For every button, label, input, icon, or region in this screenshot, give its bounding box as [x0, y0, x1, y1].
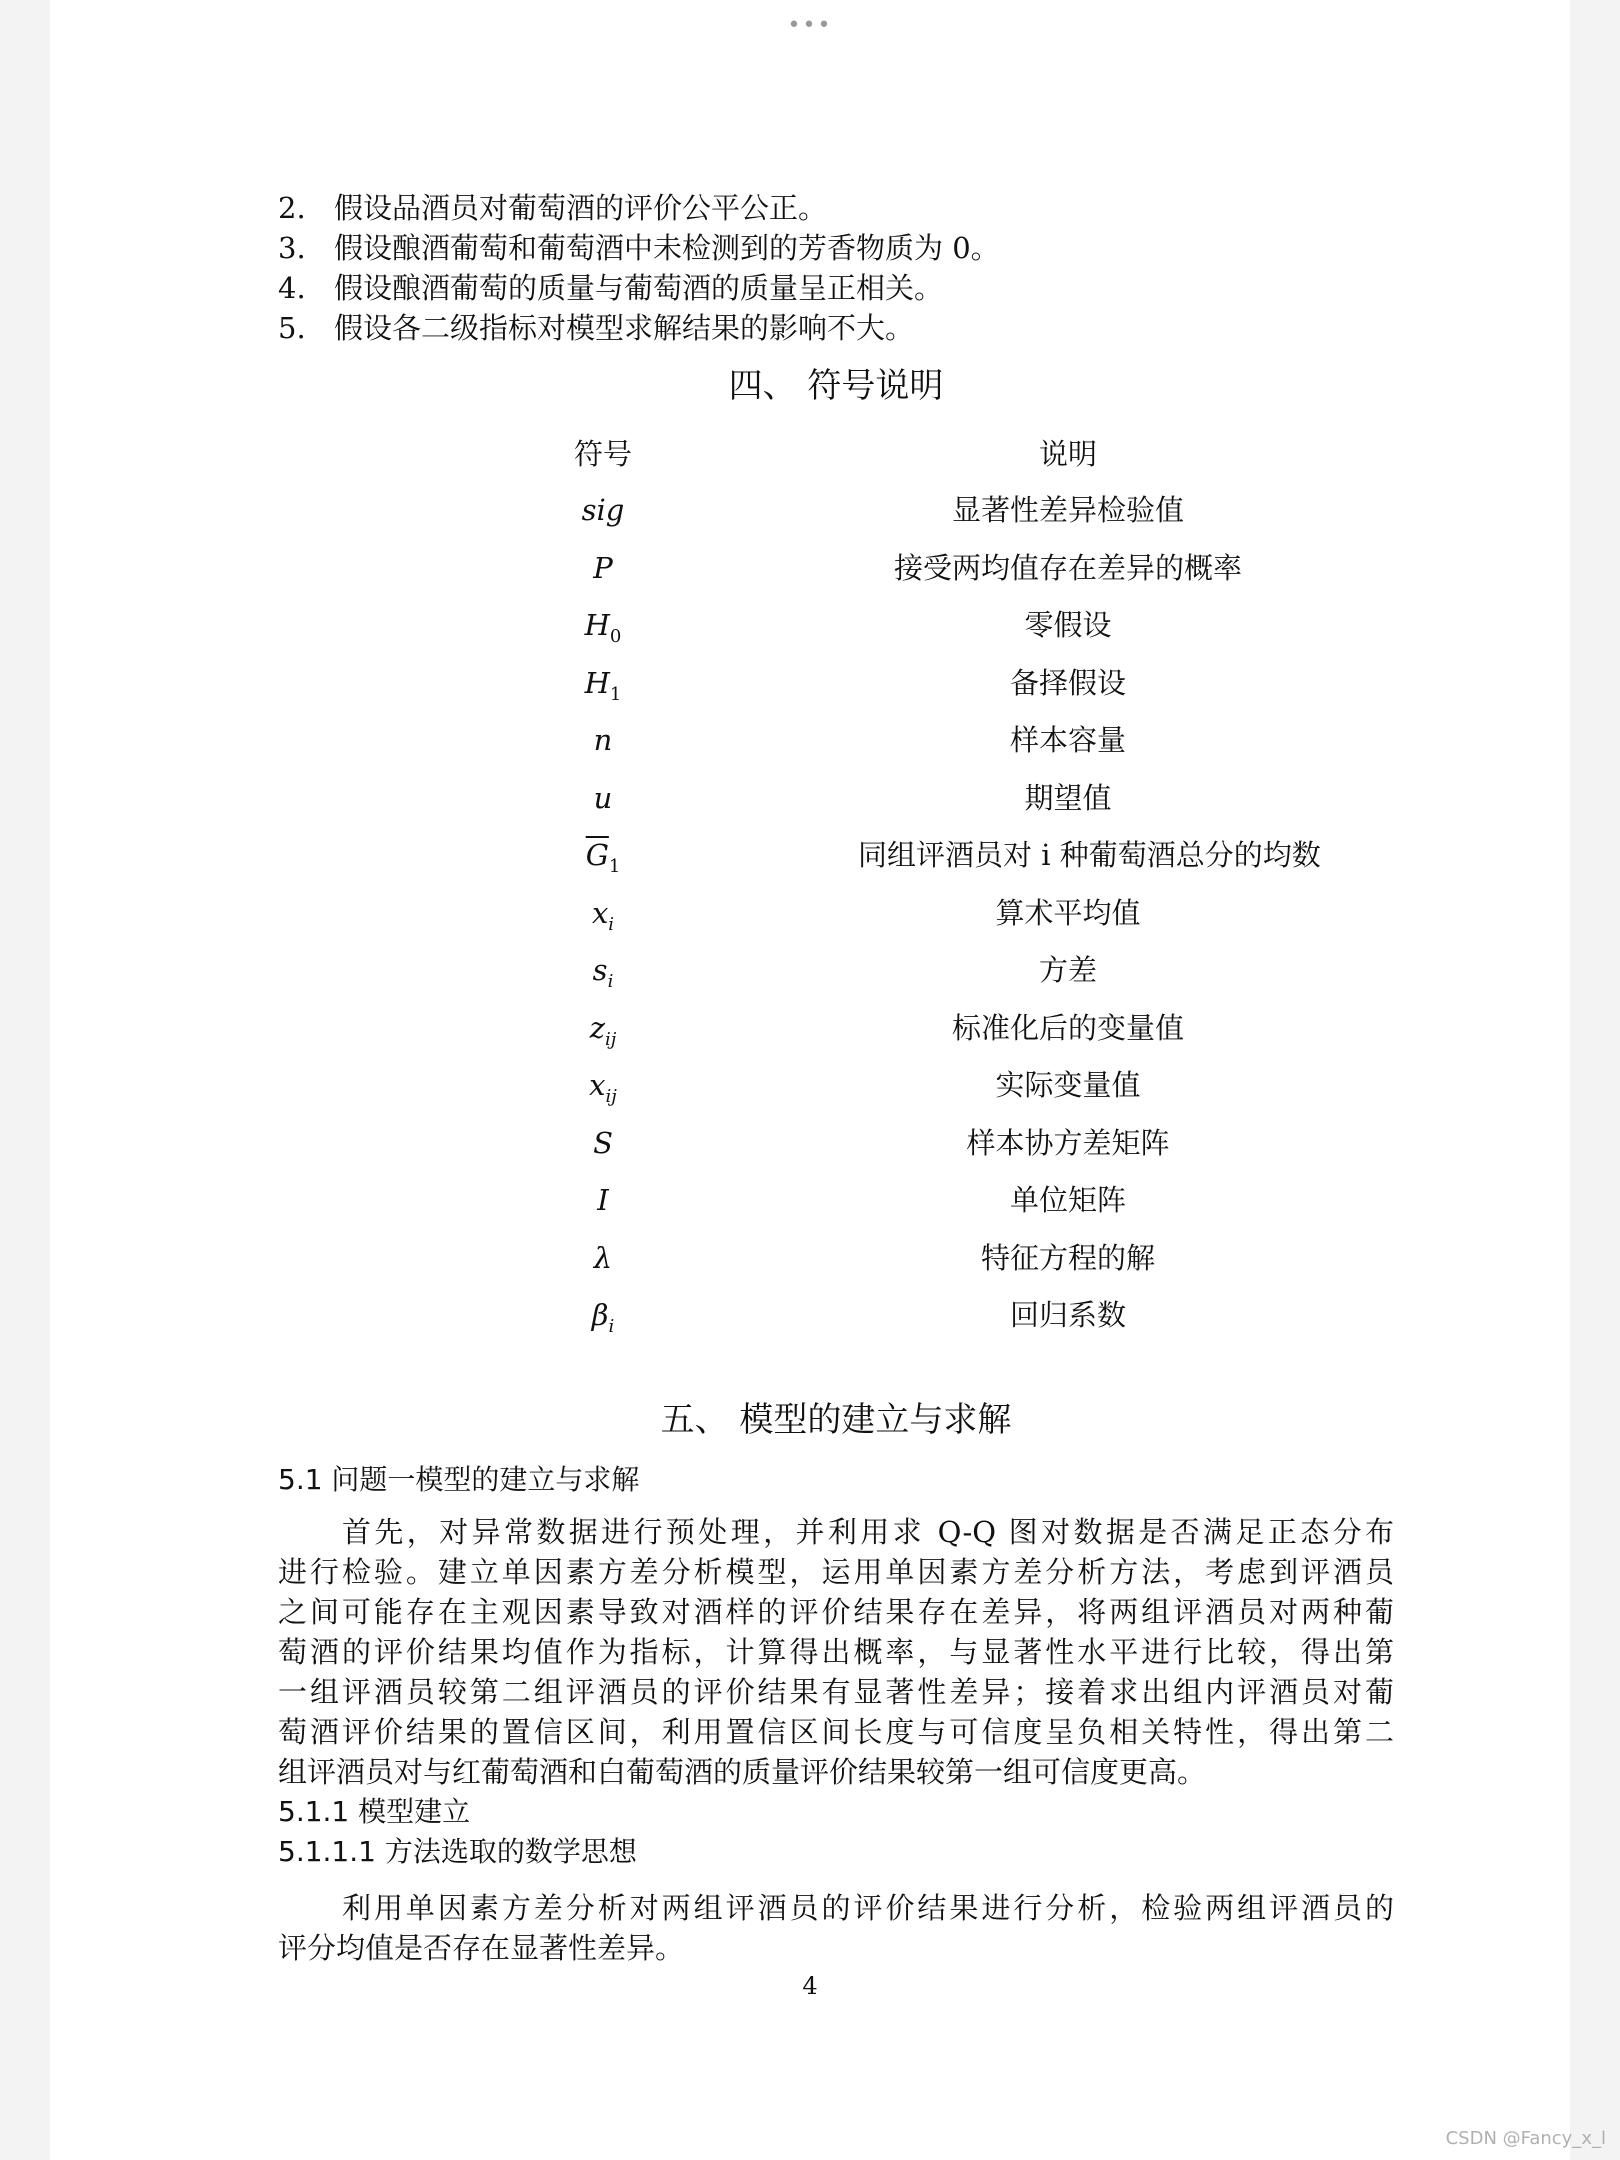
assumption-number: 3.	[278, 231, 306, 265]
description-cell: 算术平均值	[995, 895, 1141, 930]
description-cell: 样本容量	[1009, 723, 1126, 757]
symbol-base: x	[591, 895, 609, 930]
symbol-cell	[528, 490, 678, 530]
paragraph-line: 利用单因素方差分析对两组评酒员的评价结果进行分析，检验两组评酒员的	[342, 1891, 1394, 1925]
symbol-base: s	[592, 953, 608, 987]
symbol-cell	[528, 893, 678, 945]
symbol-subscript: ij	[604, 1028, 617, 1050]
paragraph-line: 一组评酒员较第二组评酒员的评价结果有显著性差异；接着求出组内评酒员对葡	[278, 1675, 1394, 1709]
assumption-text: 假设酿酒葡萄的质量与葡萄酒的质量呈正相关。	[334, 271, 944, 305]
page-number: 4	[802, 1972, 818, 2000]
symbol-row	[278, 605, 1394, 645]
description-cell: 期望值	[1024, 780, 1112, 815]
symbol-base: $\overline{G}$	[585, 838, 609, 872]
symbol-cell	[528, 605, 678, 657]
symbol-cell	[528, 1180, 678, 1220]
paragraph-line: 首先，对异常数据进行预处理，并利用求 Q-Q 图对数据是否满足正态分布	[342, 1515, 1394, 1549]
paragraph-line: 进行检验。建立单因素方差分析模型，运用单因素方差分析方法，考虑到评酒员	[278, 1555, 1394, 1589]
description-cell: 单位矩阵	[1009, 1183, 1126, 1217]
assumption-text: 假设各二级指标对模型求解结果的影响不大。	[334, 311, 915, 345]
symbol-base: H	[584, 608, 610, 642]
symbol-cell	[528, 1295, 678, 1347]
symbol-row	[278, 490, 1394, 530]
assumption-number: 4.	[278, 271, 306, 305]
symbol-base: β	[591, 1298, 609, 1332]
symbol-subscript: 1	[608, 855, 621, 877]
paragraph-line: 之间可能存在主观因素导致对酒样的评价结果存在差异，将两组评酒员对两种葡	[278, 1595, 1394, 1629]
paragraph-line: 萄酒评价结果的置信区间，利用置信区间长度与可信度呈负相关特性，得出第二	[278, 1715, 1394, 1749]
symbol-row	[278, 950, 1394, 990]
assumption-text: 假设品酒员对葡萄酒的评价公平公正。	[334, 191, 828, 225]
description-cell: 方差	[1038, 953, 1097, 987]
symbol-row	[278, 778, 1394, 818]
subsection-title: 5.1 问题一模型的建立与求解	[278, 1463, 640, 1496]
symbol-table-header	[278, 434, 1394, 474]
symbol-cell	[528, 663, 678, 715]
symbol-base: z	[589, 1010, 605, 1045]
paragraph-line: 萄酒的评价结果均值作为指标，计算得出概率，与显著性水平进行比较，得出第	[278, 1635, 1394, 1669]
symbol-base: I	[597, 1183, 609, 1217]
symbol-cell	[528, 778, 678, 818]
symbol-row	[278, 548, 1394, 588]
assumption-number: 5.	[278, 311, 306, 345]
section-title-symbols: 四、 符号说明	[728, 366, 944, 406]
assumption-item	[278, 308, 914, 348]
symbol-base: λ	[593, 1240, 613, 1275]
assumption-number: 2.	[278, 191, 306, 225]
symbol-row	[278, 1180, 1394, 1220]
symbol-base: u	[593, 780, 613, 815]
description-cell: 备择假设	[1009, 665, 1126, 700]
symbol-row	[278, 720, 1394, 760]
symbol-row	[278, 1123, 1394, 1163]
description-cell: 同组评酒员对 i 种葡萄酒总分的均数	[858, 838, 1321, 872]
symbol-row	[278, 1065, 1394, 1105]
symbol-row	[278, 835, 1394, 875]
description-cell: 零假设	[1024, 608, 1112, 642]
symbol-subscript: 1	[609, 683, 622, 705]
symbol-row	[278, 1295, 1394, 1335]
assumption-item	[278, 268, 943, 308]
symbol-base: H	[584, 665, 610, 700]
description-cell: 实际变量值	[995, 1068, 1141, 1102]
subsection-title: 5.1.1 模型建立	[278, 1795, 471, 1828]
symbol-cell	[528, 1065, 678, 1117]
symbol-base: P	[593, 550, 613, 585]
symbol-base: x	[589, 1068, 606, 1102]
assumption-text: 假设酿酒葡萄和葡萄酒中未检测到的芳香物质为 0。	[334, 231, 1000, 265]
section-title-model: 五、 模型的建立与求解	[660, 1400, 1012, 1440]
document-page	[50, 0, 1570, 2160]
symbol-cell	[528, 835, 678, 887]
symbol-row	[278, 1008, 1394, 1048]
symbol-cell	[528, 720, 678, 760]
symbol-cell	[528, 1123, 678, 1163]
symbol-base: S	[593, 1125, 613, 1160]
symbol-subscript: i	[607, 970, 614, 992]
subsection-title: 5.1.1.1 方法选取的数学思想	[278, 1835, 637, 1868]
symbol-row	[278, 893, 1394, 933]
paragraph-line: 评分均值是否存在显著性差异。	[278, 1931, 685, 1965]
assumption-item	[278, 188, 827, 228]
symbol-cell	[528, 548, 678, 588]
description-cell: 回归系数	[1009, 1298, 1126, 1332]
watermark: CSDN @Fancy_x_l	[1445, 2128, 1606, 2149]
description-cell: 接受两均值存在差异的概率	[893, 550, 1242, 585]
column-header-symbol: 符号	[573, 437, 632, 471]
more-options-icon[interactable]: •••	[787, 13, 833, 38]
symbol-subscript: ij	[605, 1085, 617, 1107]
column-header-description: 说明	[1038, 437, 1097, 471]
symbol-row	[278, 663, 1394, 703]
symbol-cell	[528, 950, 678, 1002]
assumption-item	[278, 228, 1000, 268]
symbol-subscript: i	[608, 913, 615, 935]
symbol-base: sig	[581, 493, 625, 527]
symbol-cell	[528, 1238, 678, 1278]
symbol-subscript: 0	[609, 625, 622, 647]
description-cell: 显著性差异检验值	[951, 493, 1184, 527]
description-cell: 特征方程的解	[980, 1240, 1155, 1275]
description-cell: 标准化后的变量值	[951, 1010, 1184, 1045]
paragraph-line: 组评酒员对与红葡萄酒和白葡萄酒的质量评价结果较第一组可信度更高。	[278, 1755, 1207, 1789]
description-cell: 样本协方差矩阵	[966, 1125, 1170, 1160]
symbol-base: n	[593, 723, 613, 757]
symbol-row	[278, 1238, 1394, 1278]
symbol-subscript: i	[608, 1315, 615, 1337]
symbol-cell	[528, 1008, 678, 1060]
